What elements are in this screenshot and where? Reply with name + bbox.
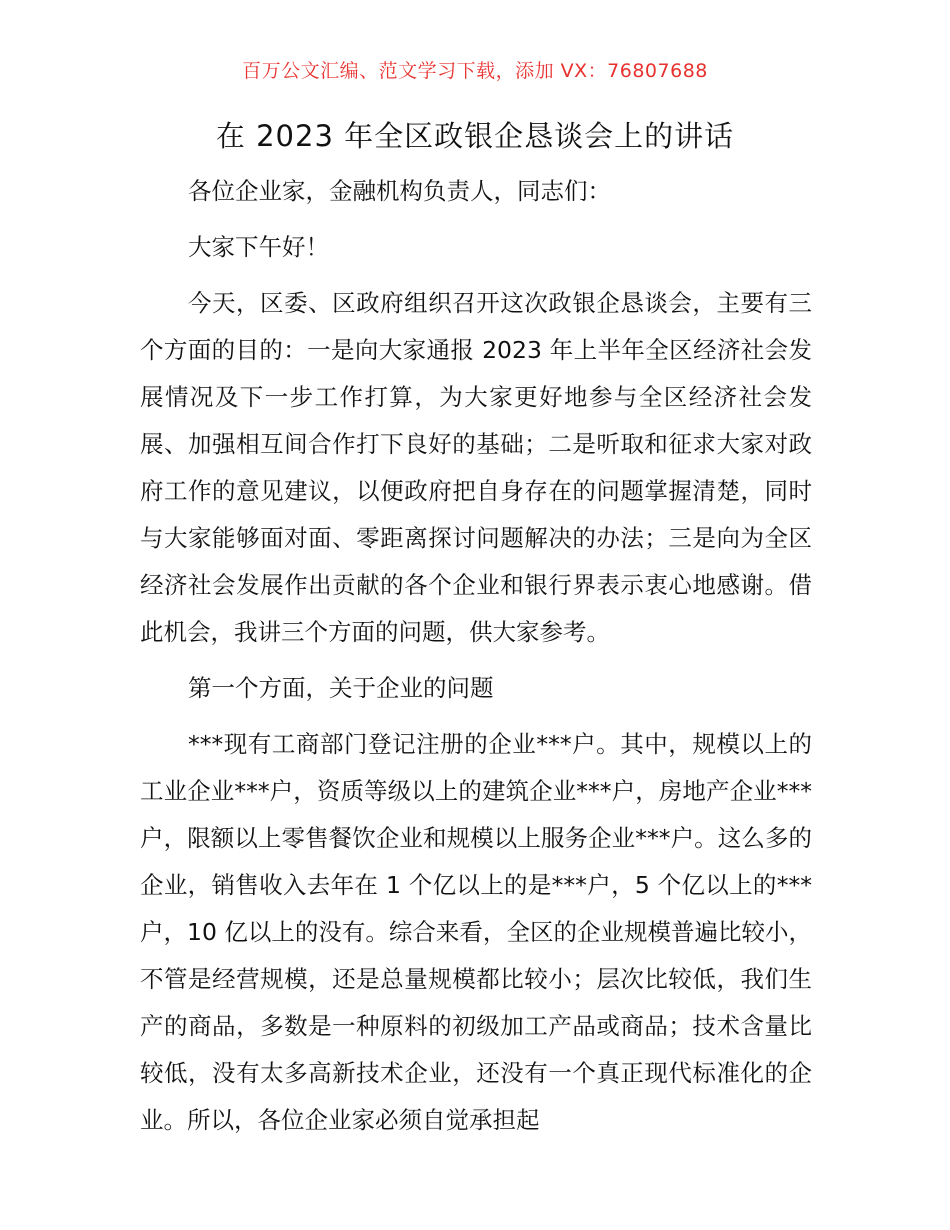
paragraph-purpose: 今天，区委、区政府组织召开这次政银企恳谈会，主要有三个方面的目的：一是向大家通报 2023 年上半年全区经济社会发展情况及下一步工作打算，为大家更好地参与全区经济社会发展、加强相互间合作打下良好的基础；二是听取和征求大家对政府工作的意见建议，以便政府把自身存在的问题掌握清楚，同时与大家能够面对面、零距离探讨问题解决的办法；三是向为全区经济社会发展作出贡献的各个企业和银行界表示衷心地感谢。借此机会，我讲三个方面的问题，供大家参考。 xyxy=(140,289,812,646)
document-body xyxy=(140,168,812,1153)
salutation: 各位企业家，金融机构负责人，同志们： xyxy=(188,177,611,205)
paragraph-enterprises: ***现有工商部门登记注册的企业***户。其中，规模以上的工业企业***户，资质等级以上的建筑企业***户，房地产企业***户，限额以上零售餐饮企业和规模以上服务企业***户。这么多的企业，销售收入去年在 1 个亿以上的是***户，5 个亿以上的***户，10 亿以上的没有。综合来看，全区的企业规模普遍比较小，不管是经营规模，还是总量规模都比较小；层次比较低，我们生产的商品，多数是一种原料的初级加工产品或商品；技术含量比较低，没有太多高新技术企业，还没有一个真正现代标准化的企业。所以，各位企业家必须自觉承担起 xyxy=(140,730,812,1134)
greeting: 大家下午好！ xyxy=(188,233,329,261)
document-title: 在 2023 年全区政银企恳谈会上的讲话 xyxy=(215,119,735,153)
watermark-header: 百万公文汇编、范文学习下载，添加 VX：76807688 xyxy=(242,60,708,82)
section-heading: 第一个方面，关于企业的问题 xyxy=(188,674,494,702)
